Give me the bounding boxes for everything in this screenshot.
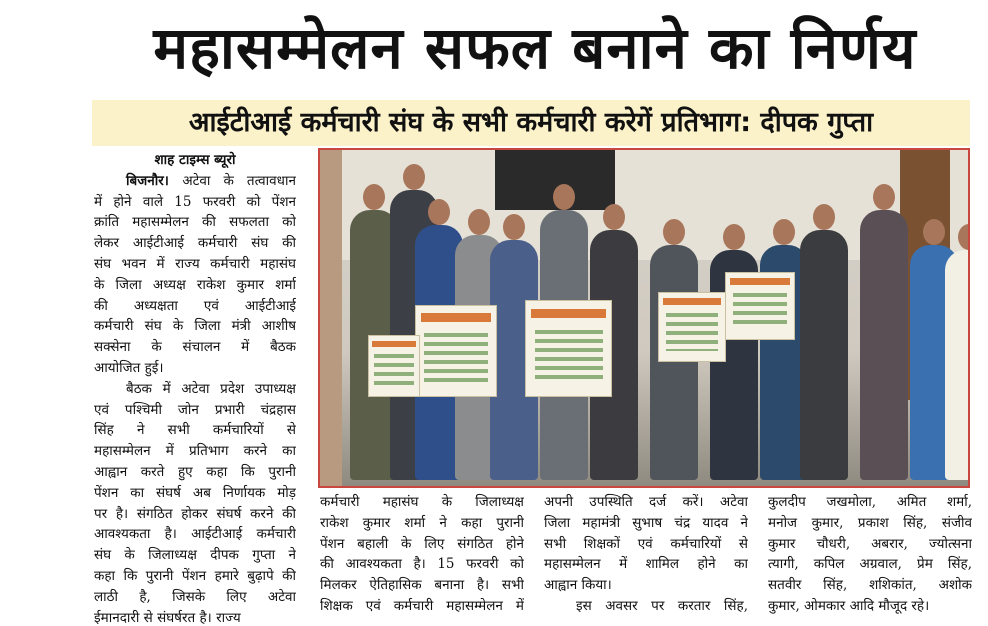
photo-pillar [320, 150, 342, 488]
text-line: कहा कि पुरानी पेंशन हमारे बुढ़ापे की [94, 567, 296, 584]
photo-poster [725, 272, 795, 340]
text-line: आह्वान किया। [544, 577, 612, 594]
text-line: में होने वाले 15 फरवरी को पेंशन [94, 193, 296, 210]
text-line: कुमार, ओमकार आदि मौजूद रहे। [768, 597, 930, 614]
text-line: सतवीर सिंह, शशिकांत, अशोक [768, 577, 972, 594]
photo-person-head [363, 184, 385, 210]
text-line: महासम्मेलन में शामिल होने का [544, 556, 748, 573]
text-line: की अध्यक्षता एवं आईटीआई [94, 297, 296, 314]
text-line: कर्मचारी संघ के जिला मंत्री आशीष [94, 318, 296, 335]
photo-person-head [403, 164, 425, 190]
text-line: आवश्यकता है। आईटीआई कर्मचारी [94, 526, 296, 543]
photo-person [860, 210, 908, 480]
article-column-2 [320, 492, 524, 617]
text-line: त्यागी, कपिल अग्रवाल, प्रेम सिंह, [768, 556, 972, 573]
text-line: संघ के जिलाध्यक्ष दीपक गुप्ता ने [94, 547, 296, 564]
photo-person [800, 230, 848, 480]
text-line: कर्मचारी महासंघ के जिलाध्यक्ष [320, 494, 524, 510]
text-line: महासम्मेलन में प्रतिभाग करने का [94, 443, 296, 460]
text-line: अपनी उपस्थिति दर्ज करें। अटेवा [544, 494, 748, 510]
photo-person-head [553, 184, 575, 210]
photo-person-head [468, 209, 490, 235]
article-column-3 [544, 492, 748, 617]
text-line: सक्सेना के संचालन में बैठक [94, 339, 296, 356]
article-column-4 [768, 492, 972, 617]
text-line: सभी शिक्षकों एवं कर्मचारियों से [544, 535, 748, 552]
article-column-1 [94, 150, 296, 626]
text-line: एवं पश्चिमी जोन प्रभारी चंद्रहास [94, 401, 296, 418]
headline: महासम्मेलन सफल बनाने का निर्णय [153, 14, 917, 82]
photo-poster [658, 292, 726, 362]
photo-person-head [873, 184, 895, 210]
photo-person-head [603, 204, 625, 230]
byline: शाह टाइम्स ब्यूरो [154, 152, 236, 168]
text-line: क्रांति महासम्मेलन की सफलता को [94, 214, 296, 231]
text-line: बिजनौर। अटेवा के तत्वावधान [126, 172, 296, 189]
text-line: कुमार चौधरी, अबरार, ज्योत्सना [768, 535, 972, 552]
text-line: शिक्षक एवं कर्मचारी महासम्मेलन में [320, 597, 524, 614]
text-line: बैठक में अटेवा प्रदेश उपाध्यक्ष [126, 380, 296, 397]
text-line: मिलकर ऐतिहासिक बनाना है। सभी [320, 577, 524, 594]
photo-person-head [428, 199, 450, 225]
text-line: इस अवसर पर करतार सिंह, [576, 597, 748, 614]
text-line: की आवश्यकता है। 15 फरवरी को [320, 556, 524, 573]
photo-person-head [503, 214, 525, 240]
photo-poster [525, 300, 612, 397]
photo-person-head [813, 204, 835, 230]
text-line: राकेश कुमार शर्मा ने कहा पुरानी [320, 514, 524, 531]
text-line: जिला महामंत्री सुभाष चंद्र यादव ने [544, 514, 748, 531]
group-photo [318, 148, 970, 488]
text-line: संघ भवन में राज्य कर्मचारी महासंघ [94, 255, 296, 272]
photo-person-head [773, 219, 795, 245]
photo-poster [368, 335, 420, 397]
photo-person [945, 250, 970, 480]
text-line: लाठी है, जिसके लिए अटेवा [94, 588, 296, 605]
text-line: कुलदीप जखमोला, अमित शर्मा, [768, 494, 972, 510]
text-line: लेकर आईटीआई कर्मचारी संघ की [94, 235, 296, 252]
text-line: आयोजित हुई। [94, 359, 164, 376]
text-line: आह्वान करते हुए कहा कि पुरानी [94, 463, 296, 480]
text-line: मनोज कुमार, प्रकाश सिंह, संजीव [768, 514, 972, 531]
photo-person-head [723, 224, 745, 250]
photo-person [650, 245, 698, 480]
text-line: पेंशन बहाली के लिए संगठित होने [320, 535, 524, 552]
photo-poster [415, 305, 497, 397]
photo-person-head [663, 219, 685, 245]
text-line: सिंह ने सभी कर्मचारियों से [94, 422, 296, 439]
text-line: के जिला अध्यक्ष राकेश कुमार शर्मा [94, 276, 296, 293]
text-line: पेंशन का संघर्ष अब निर्णायक मोड़ [94, 484, 296, 501]
text-line: पर है। संगठित होकर संघर्ष करने की [94, 505, 296, 522]
photo-person-head [923, 219, 945, 245]
subheadline: आईटीआई कर्मचारी संघ के सभी कर्मचारी करेगें प्रतिभाग: दीपक गुप्ता [188, 107, 874, 138]
dateline: बिजनौर। [126, 172, 183, 189]
text-line: ईमानदारी से संघर्षरत है। राज्य [94, 609, 241, 626]
